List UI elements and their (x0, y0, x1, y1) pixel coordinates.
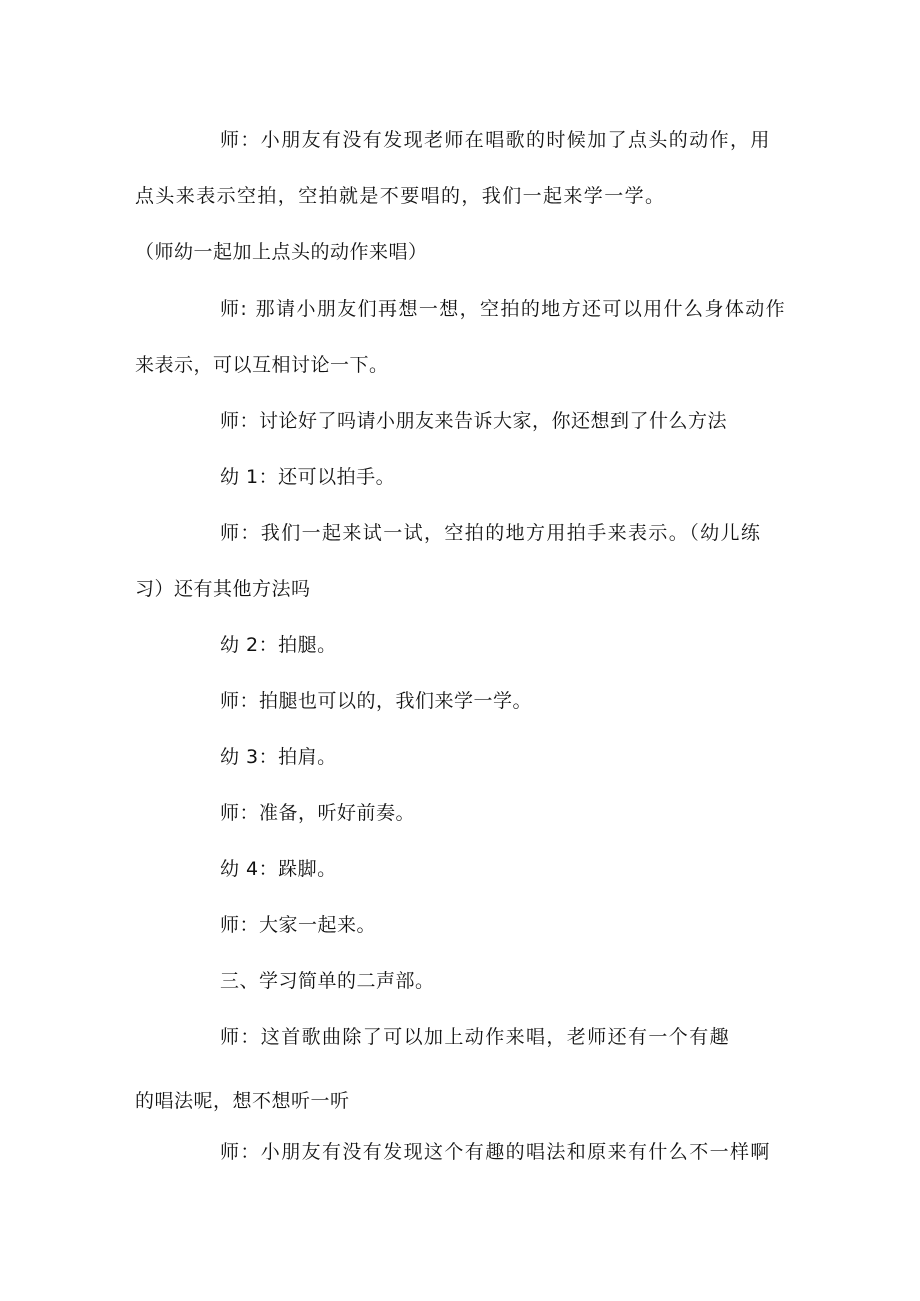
paragraph-2-line-1: （师幼一起加上点头的动作来唱） (135, 241, 428, 263)
paragraph-3-line-2: 来表示，可以互相讨论一下。 (135, 354, 389, 376)
paragraph-14-line-2: 的唱法呢，想不想听一听 (135, 1090, 350, 1112)
paragraph-6-line-2: 习）还有其他方法吗 (135, 578, 311, 600)
paragraph-15-line-1: 师：小朋友有没有发现这个有趣的唱法和原来有什么不一样啊 (220, 1141, 771, 1163)
paragraph-14-line-1: 师：这首歌曲除了可以加上动作来唱，老师还有一个有趣 (220, 1026, 731, 1048)
paragraph-12-line-1: 师：大家一起来。 (220, 914, 377, 936)
paragraph-11-line-1: 幼 4：跺脚。 (220, 858, 337, 880)
paragraph-1-line-1: 师：小朋友有没有发现老师在唱歌的时候加了点头的动作，用 (220, 129, 771, 151)
paragraph-4-line-1: 师：讨论好了吗请小朋友来告诉大家，你还想到了什么方法 (220, 410, 728, 432)
paragraph-1-line-2: 点头来表示空拍，空拍就是不要唱的，我们一起来学一学。 (135, 185, 666, 207)
section-heading: 三、学习简单的二声部。 (220, 970, 435, 992)
paragraph-5-line-1: 幼 1：还可以拍手。 (220, 466, 396, 488)
paragraph-7-line-1: 幼 2：拍腿。 (220, 634, 337, 656)
paragraph-8-line-1: 师：拍腿也可以的，我们来学一学。 (220, 690, 533, 712)
paragraph-3-line-1: 师: 那请小朋友们再想一想，空拍的地方还可以用什么身体动作 (220, 298, 787, 320)
paragraph-10-line-1: 师：准备，听好前奏。 (220, 802, 416, 824)
paragraph-9-line-1: 幼 3：拍肩。 (220, 746, 337, 768)
paragraph-6-line-1: 师：我们一起来试一试，空拍的地方用拍手来表示。（幼儿练 (220, 522, 762, 544)
